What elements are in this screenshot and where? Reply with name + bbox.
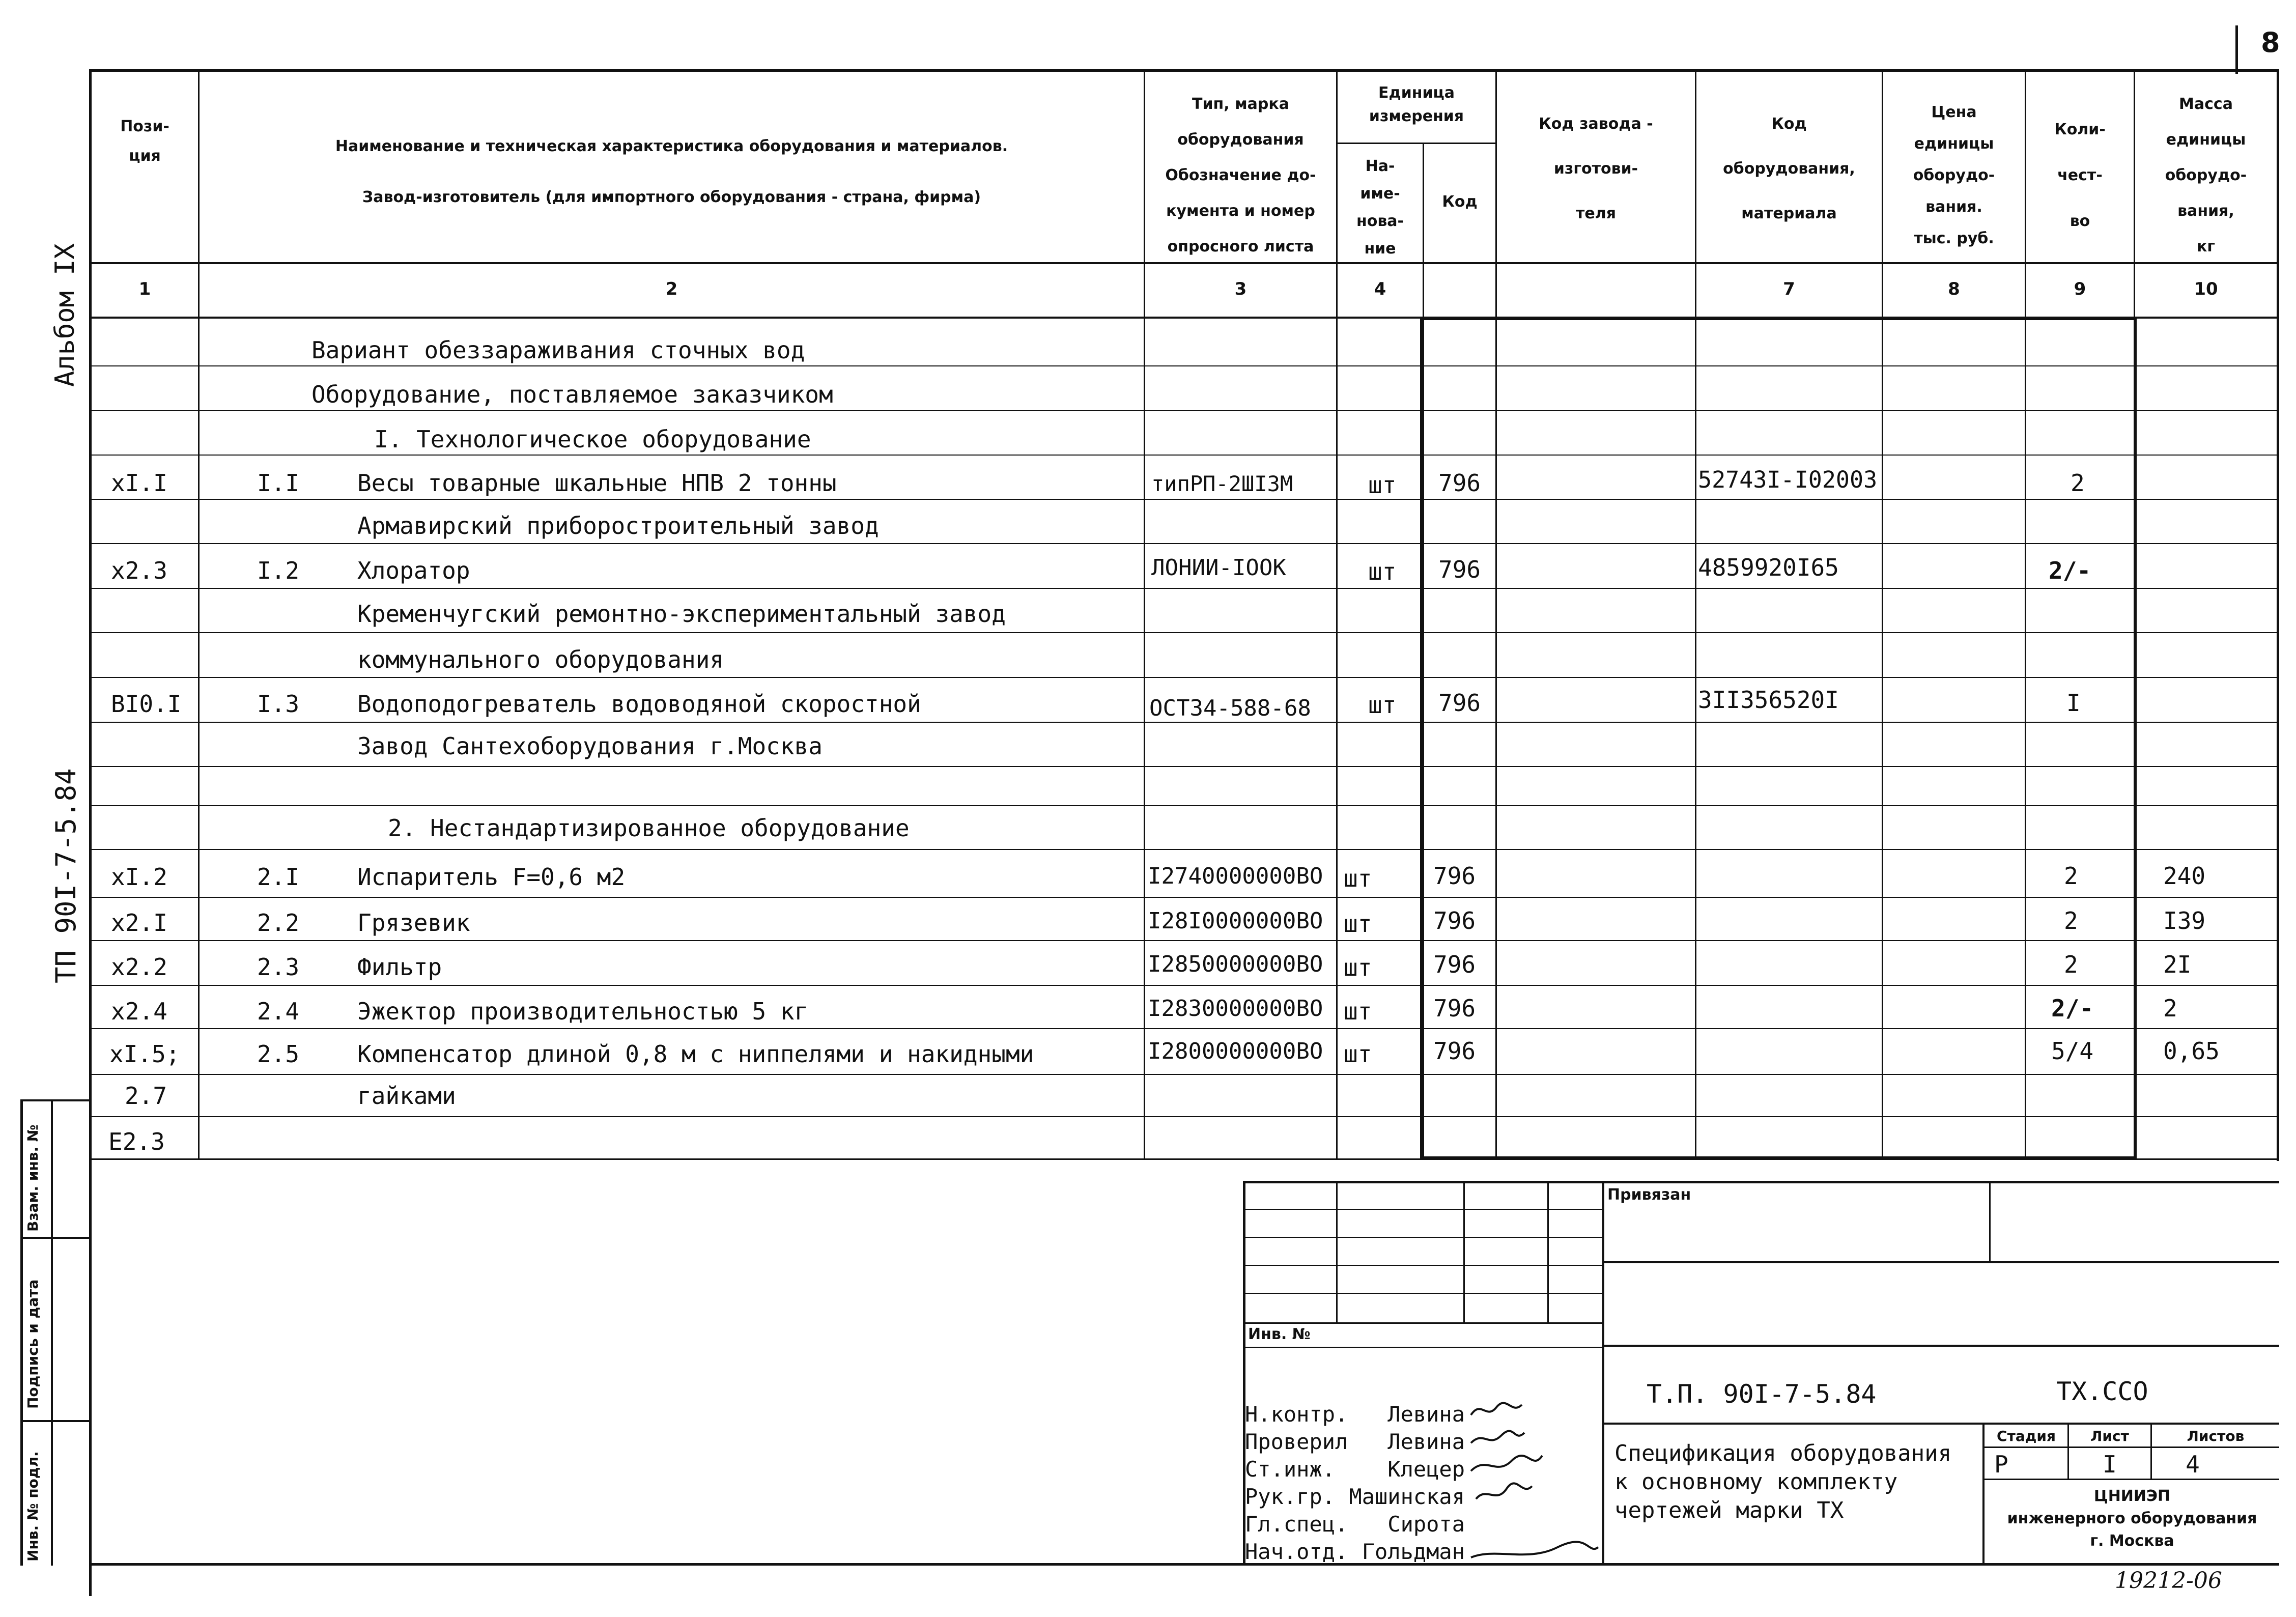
col-number: 10 (2194, 279, 2218, 299)
title-block-line (1982, 1446, 2279, 1448)
signature-role: Гл.спец. (1245, 1512, 1348, 1537)
signature-name: Гольдман (1362, 1539, 1465, 1564)
title-block-top (1243, 1181, 2279, 1183)
row-line (89, 985, 2279, 986)
row-14-unit: шт (1344, 954, 1372, 981)
row-12-num: 2.I (257, 863, 300, 891)
row-3-pos: xI.I (111, 469, 167, 497)
row-line (89, 940, 2279, 941)
sheet-bottom-line (89, 1563, 2279, 1566)
side-stamp-line (20, 1237, 92, 1239)
row-8-unit: шт (1368, 691, 1397, 719)
row-3-type: типРП-2ШI3М (1151, 471, 1293, 496)
signature-name: Клецер (1387, 1457, 1465, 1482)
signature-name: Машинская (1349, 1484, 1465, 1509)
header-type: Тип, марка оборудования Обозначение до- кумента и номер опросного листа (1165, 95, 1316, 256)
sheets-label: Листов (2187, 1428, 2245, 1444)
signature-role: Рук.гр. (1245, 1484, 1336, 1509)
row-3-unit: шт (1368, 471, 1397, 499)
designation: Т.П. 90I-7-5.84 (1647, 1379, 1877, 1409)
table-right-line (2277, 69, 2279, 1161)
row-16-qty: 5/4 (2051, 1037, 2094, 1065)
header-unit-code: Код (1442, 193, 1478, 211)
title-block-line (1989, 1181, 1991, 1261)
header-factory-code: Код завода - изготови- теля (1539, 115, 1653, 222)
row-11-name: 2. Нестандартизированное оборудование (388, 814, 910, 842)
row-3-name: Весы товарные шкальные НПВ 2 тонны (357, 469, 837, 497)
header-quantity: Коли- чест- во (2054, 121, 2106, 230)
row-4-name: Армавирский приборостроительный завод (357, 512, 879, 540)
row-line (89, 805, 2279, 806)
row-17-pos: 2.7 (125, 1082, 167, 1110)
side-stamp-line (20, 1420, 92, 1422)
row-13-mass: I39 (2163, 907, 2206, 934)
row-5-unit: шт (1368, 558, 1397, 585)
title-block-line (1243, 1347, 1602, 1348)
row-5-type: ЛОНИИ-IООК (1151, 555, 1286, 581)
title-block-line (1602, 1423, 2279, 1425)
row-18-pos: E2.3 (108, 1128, 165, 1155)
row-15-type: I2830000000ВО (1148, 996, 1323, 1022)
row-8-type: ОСТ34-588-68 (1149, 695, 1311, 721)
row-8-name: Водоподогреватель водоводяной скоростной (357, 690, 921, 718)
stage-label: Стадия (1997, 1428, 2056, 1444)
header-position: Пози- ция (120, 118, 169, 165)
row-16-code: 796 (1433, 1037, 1476, 1065)
row-16-name: Компенсатор длиной 0,8 м с ниппелями и накидными (357, 1040, 1034, 1068)
header-unit-name: На- име- нова- ние (1356, 157, 1404, 258)
title-block-line (1243, 1209, 1602, 1210)
row-14-mass: 2I (2163, 951, 2192, 978)
signature-names (1349, 1401, 1465, 1566)
page-number-divider (2235, 25, 2238, 74)
row-3-code: 796 (1438, 469, 1481, 497)
signature-role: Ст.инж. (1245, 1457, 1336, 1482)
row-8-qty: I (2066, 689, 2081, 717)
row-13-code: 796 (1433, 907, 1476, 934)
header-mass: Масса единицы оборудо- вания, кг (2165, 95, 2247, 256)
col-number: 3 (1234, 279, 1247, 299)
row-14-name: Фильтр (357, 953, 442, 981)
signature-name: Левина (1387, 1429, 1465, 1454)
row-17-name: гайками (357, 1082, 456, 1110)
row-15-code: 796 (1433, 995, 1476, 1022)
row-0-name: Вариант обеззараживания сточных вод (311, 336, 805, 364)
inv-no-label: Инв. № (1248, 1325, 1311, 1343)
handwritten-signatures (1466, 1395, 1603, 1563)
title-block-line (1547, 1181, 1549, 1323)
header-equipment-code: Код оборудования, материала (1723, 115, 1855, 222)
unit-group-line (1336, 143, 1495, 144)
signature-role: Проверил (1245, 1429, 1348, 1454)
row-6-name: Кременчугский ремонтно-экспериментальный завод (357, 600, 1006, 628)
row-line (89, 1028, 2279, 1029)
col-number: 2 (665, 279, 678, 299)
row-line (89, 543, 2279, 544)
album-label: Альбом IX (50, 243, 80, 387)
page-number: 8 (2261, 26, 2280, 59)
row-line (89, 677, 2279, 678)
sheets-value: 4 (2186, 1451, 2200, 1478)
side-stamp-line (51, 1099, 53, 1566)
code-columns-box (1420, 318, 2137, 1159)
privyazan-label: Привязан (1607, 1186, 1691, 1204)
row-8-eqcode: 3II356520I (1698, 686, 1839, 714)
row-15-mass: 2 (2163, 995, 2177, 1022)
row-5-pos: x2.3 (111, 557, 167, 584)
header-unit-group: Единица измерения (1369, 84, 1464, 125)
title-block-line (1243, 1293, 1602, 1294)
signature-name: Левина (1387, 1402, 1465, 1427)
row-14-type: I2850000000ВО (1148, 951, 1323, 977)
row-8-num: I.3 (257, 690, 300, 718)
row-5-num: I.2 (257, 557, 300, 584)
row-15-name: Эжектор производительностью 5 кг (357, 998, 809, 1025)
row-13-num: 2.2 (257, 909, 300, 937)
row-14-num: 2.3 (257, 953, 300, 981)
row-7-name: коммунального оборудования (357, 646, 724, 673)
row-8-code: 796 (1438, 689, 1481, 717)
row-line (89, 588, 2279, 589)
row-15-pos: x2.4 (111, 998, 167, 1025)
sheet-value: I (2103, 1451, 2117, 1478)
row-12-qty: 2 (2064, 862, 2078, 890)
col-number: 8 (1948, 279, 1960, 299)
row-13-name: Грязевик (357, 909, 470, 937)
row-15-unit: шт (1344, 998, 1372, 1025)
row-16-type: I2800000000ВО (1148, 1038, 1323, 1064)
document-title: Спецификация оборудования к основному комплекту чертежей марки ТХ (1614, 1440, 1952, 1523)
row-5-code: 796 (1438, 556, 1481, 583)
drawing-code: ТХ.ССО (2056, 1377, 2148, 1406)
row-5-eqcode: 4859920I65 (1698, 554, 1839, 581)
row-12-code: 796 (1433, 862, 1476, 890)
row-line (89, 722, 2279, 723)
row-12-mass: 240 (2163, 862, 2206, 890)
title-block-line (1243, 1237, 1602, 1238)
archive-number: 19212-06 (2115, 1568, 2222, 1594)
signature-role: Нач.отд. (1245, 1539, 1348, 1564)
row-15-qty: 2/- (2051, 995, 2094, 1022)
row-2-name: I. Технологическое оборудование (374, 425, 811, 453)
header-price: Цена единицы оборудо- вания. тыс. руб. (1913, 103, 1995, 247)
row-line (89, 766, 2279, 767)
row-15-num: 2.4 (257, 998, 300, 1025)
title-block-line (1602, 1345, 2279, 1347)
col-number: 9 (2074, 279, 2086, 299)
row-3-eqcode: 52743I-I02003 (1698, 466, 1878, 493)
row-line (89, 499, 2279, 500)
stage-value: Р (1994, 1451, 2008, 1478)
row-9-name: Завод Сантехоборудования г.Москва (357, 732, 823, 760)
row-line (89, 897, 2279, 898)
side-stamp-line (20, 1099, 23, 1566)
row-12-unit: шт (1344, 865, 1372, 892)
row-line (89, 455, 2279, 456)
project-code-vertical: ТП 90I-7-5.84 (50, 768, 82, 983)
row-line (89, 365, 2279, 366)
row-line (89, 849, 2279, 850)
title-block-line (1336, 1181, 1338, 1323)
row-13-qty: 2 (2064, 907, 2078, 934)
row-12-name: Испаритель F=0,6 м2 (357, 863, 626, 891)
table-top-line (89, 69, 2279, 72)
row-13-type: I28I0000000ВО (1148, 908, 1323, 934)
title-block-line (1243, 1265, 1602, 1266)
row-13-unit: шт (1344, 910, 1372, 938)
row-8-pos: BI0.I (111, 690, 182, 718)
stamp-replace-inv: Взам. инв. № (24, 1124, 41, 1232)
row-14-code: 796 (1433, 951, 1476, 978)
title-block-line (1463, 1181, 1465, 1323)
row-16-unit: шт (1344, 1040, 1372, 1068)
side-stamp-line (20, 1099, 92, 1101)
row-12-type: I2740000000ВО (1148, 863, 1323, 889)
row-13-pos: x2.I (111, 909, 167, 937)
row-5-name: Хлоратор (357, 557, 470, 584)
row-16-pos: xI.5; (109, 1040, 180, 1068)
row-3-qty: 2 (2071, 469, 2085, 497)
col-number: 1 (138, 279, 151, 299)
row-line (89, 410, 2279, 411)
row-3-num: I.I (257, 469, 300, 497)
row-16-mass: 0,65 (2163, 1037, 2220, 1065)
title-block-line (1243, 1322, 1602, 1324)
sheet-label: Лист (2090, 1428, 2129, 1444)
row-14-pos: x2.2 (111, 953, 167, 981)
row-14-qty: 2 (2064, 951, 2078, 978)
title-block-line (1602, 1261, 2279, 1263)
title-block-line (1982, 1479, 2279, 1480)
row-line (89, 1116, 2279, 1117)
row-16-num: 2.5 (257, 1040, 300, 1068)
stamp-inv-original: Инв. № подл. (24, 1451, 41, 1562)
col-number: 4 (1374, 279, 1386, 299)
row-5-qty: 2/- (2049, 557, 2091, 584)
signature-roles (1245, 1401, 1348, 1566)
row-line (89, 1074, 2279, 1075)
stamp-signature-date: Подпись и дата (24, 1279, 41, 1409)
row-12-pos: xI.2 (111, 863, 167, 891)
row-1-name: Оборудование, поставляемое заказчиком (311, 381, 833, 408)
col-sep (198, 69, 200, 1159)
rows-bottom-line (89, 1158, 1244, 1160)
col-number: 7 (1783, 279, 1795, 299)
title-block-line (1982, 1423, 1985, 1566)
signature-name: Сирота (1387, 1512, 1465, 1537)
header-name: Наименование и техническая характеристика оборудования и материалов. Завод-изготовитель (для импортного оборудования - страна, фирма) (335, 137, 1008, 206)
organization: ЦНИИЭП инженерного оборудования г. Москва (2007, 1487, 2257, 1550)
row-line (89, 632, 2279, 633)
signature-role: Н.контр. (1245, 1402, 1348, 1427)
